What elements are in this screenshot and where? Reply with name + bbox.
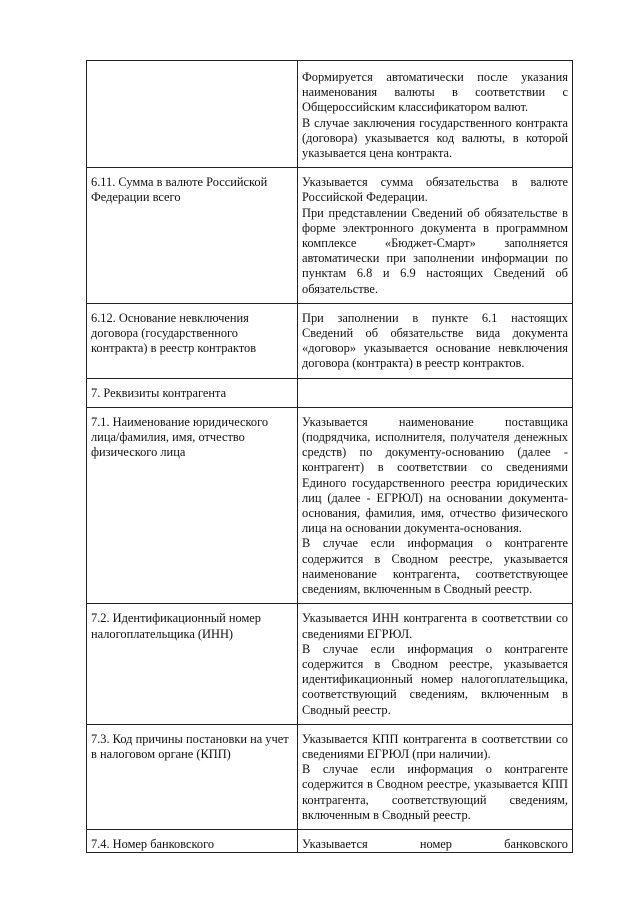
table-row — [87, 604, 573, 724]
description-paragraph: В случае если информация о контрагенте содержится в Сводном реестре, указывается КПП контрагента, соответствующий сведениям, включенным в Сводный реестр. — [302, 762, 568, 822]
description-paragraph: В случае если информация о контрагенте содержится в Сводном реестре, указывается наименование контрагента, соответствующее сведениям, включенным в Сводный реестр. — [302, 536, 568, 597]
field-description-cell — [298, 407, 573, 603]
section-heading: 7. Реквизиты контрагента — [91, 385, 227, 400]
field-description-cell — [298, 829, 573, 852]
description-paragraph: Указывается ИНН контрагента в соответствии со сведениями ЕГРЮЛ. — [302, 611, 568, 641]
table-row — [87, 724, 573, 829]
description-paragraph: При представлении Сведений об обязательстве в форме электронного документа в программном комплексе «Бюджет-Смарт» заполняется автоматически при заполнении информации по пунктам 6.8 и 6.9 настоящих Сведений об обязательстве. — [302, 205, 568, 296]
description-paragraph: Указывается КПП контрагента в соответствии со сведениями ЕГРЮЛ (при наличии). — [302, 731, 568, 761]
field-description-cell — [298, 604, 573, 724]
field-description-cell — [298, 724, 573, 829]
field-name-cell — [87, 61, 298, 168]
description-paragraph: В случае заключения государственного контракта (договора) указывается код валюты, в которой указывается цена контракта. — [302, 115, 568, 161]
table-row — [87, 303, 573, 378]
table-row — [87, 407, 573, 603]
field-description-cell — [298, 378, 573, 407]
table-row — [87, 61, 573, 168]
field-name: 7.1. Наименование юридического лица/фамилия, имя, отчество физического лица — [91, 414, 269, 460]
field-name-cell — [87, 724, 298, 829]
field-name: 7.3. Код причины постановки на учет в налоговом органе (КПП) — [91, 731, 289, 761]
field-name-cell — [87, 829, 298, 852]
table-row — [87, 378, 573, 407]
table-row — [87, 168, 573, 304]
field-description-cell — [298, 168, 573, 304]
description-paragraph: Указывается наименование поставщика (подрядчика, исполнителя, получателя денежных средств) по документу-основанию (далее - контрагент) в соответствии со сведениями Единого государственного реестра юридических лиц (далее - ЕГРЮЛ) на основании документа-основания, фамилия, имя, отчество физического лица на основании документа-основания. — [302, 414, 568, 536]
table-row — [87, 829, 573, 852]
description-paragraph: Указывается номер банковского — [302, 836, 568, 851]
field-description-cell — [298, 61, 573, 168]
field-name: 7.4. Номер банковского — [91, 836, 215, 851]
section-heading-cell — [87, 378, 298, 407]
field-name-cell — [87, 604, 298, 724]
field-name-cell — [87, 168, 298, 304]
field-description-cell — [298, 303, 573, 378]
description-paragraph: При заполнении в пункте 6.1 настоящих Сведений об обязательстве вида документа «договор» указывается основание невключения договора (контракта) в реестр контрактов. — [302, 310, 568, 371]
requisites-table — [86, 60, 573, 853]
description-paragraph: В случае если информация о контрагенте содержится в Сводном реестре, указывается идентификационный номер налогоплательщика, соответствующий сведениям, включенным в Сводный реестр. — [302, 641, 568, 717]
field-name: 6.12. Основание невключения договора (государственного контракта) в реестр контрактов — [91, 310, 257, 356]
field-name-cell — [87, 407, 298, 603]
description-paragraph: Указывается сумма обязательства в валюте Российской Федерации. — [302, 175, 568, 205]
description-paragraph: Формируется автоматически после указания наименования валюты в соответствии с Общероссийским классификатором валют. — [302, 70, 568, 115]
field-name-cell — [87, 303, 298, 378]
field-name: 6.11. Сумма в валюте Российской Федерации всего — [91, 175, 268, 205]
field-name: 7.2. Идентификационный номер налогоплательщика (ИНН) — [91, 611, 262, 641]
